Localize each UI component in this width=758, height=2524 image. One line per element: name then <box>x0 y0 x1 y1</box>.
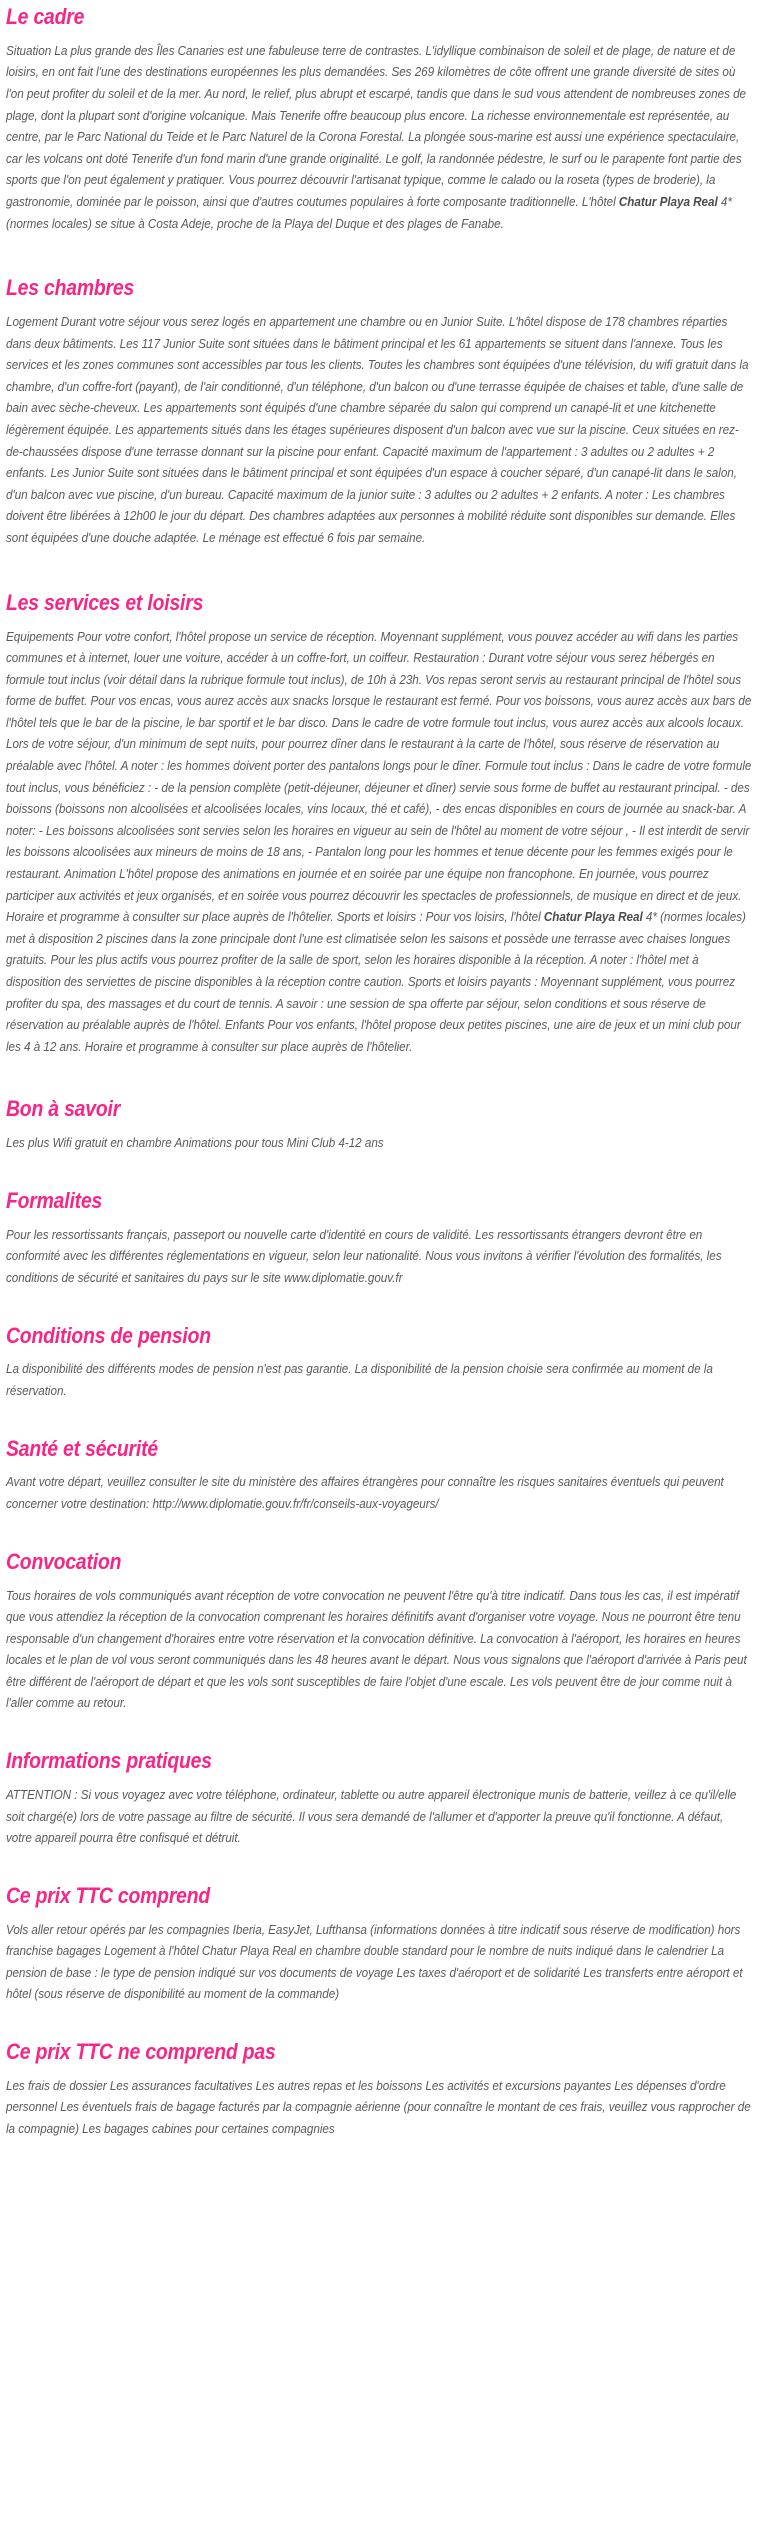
section-heading-convocation: Convocation <box>6 1548 122 1574</box>
text-run: Equipements Pour votre confort, l'hôtel propose un service de réception. Moyennant supplément, vous pouvez accéder au wifi dans les parties communes et à internet, louer une voiture, accéder à un coffre-fort, un coiffeur. Restauration : Durant votre séjour vous serez hébergés en formule tout inclus (voir détail dans la rubrique formule tout inclus), de 10h à 23h. Vos repas seront servis au restaurant principal de l'hôtel sous forme de buffet. Pour vos encas, vous aurez accès aux snacks lorsque le restaurant est fermé. Pour vos boissons, vous aurez accès aux bars de l'hôtel tels que le bar de la piscine, le bar sportif et le bar disco. Dans le cadre de votre formule tout inclus, vous aurez accès aux alcools locaux. Lors de votre séjour, d'un minimum de sept nuits, pour pourrez dîner dans le restaurant à la carte de l'hôtel, sous réserve de réservation au préalable avec l'hôtel. A noter : les hommes doivent porter des pantalons longs pour le dîner. Formule tout inclus : Dans le cadre de votre formule tout inclus, vous bénéficiez : - de la pension complète (petit-déjeuner, déjeuner et dîner) servie sous forme de buffet au restaurant principal. - des boissons (boissons non alcoolisées et alcoolisées locales, vins locaux, thé et café), - des encas disponibles en cours de journée au snack-bar. A noter: - Les boissons alcoolisées sont servies selon les horaires en vigueur au sein de l'hôtel au moment de votre séjour , - Il est interdit de servir les boissons alcoolisées aux mineurs de moins de 18 ans, - Pantalon long pour les hommes et tenue décente pour les femmes exigés pour le restaurant. Animation L'hôtel propose des animations en journée et en soirée par une équipe non francophone. En journée, vous pourrez participer aux activités et jeux organisés, et en soirée vous pourrez découvrir les spectacles de professionnels, de musique en direct et de jeux. Horaire et programme à consulter sur place auprès de l'hôtelier. Sports et loisirs : Pour vos loisirs, l'hôtel <box>6 629 752 925</box>
text-run: 4* (normes locales) met à disposition 2 piscines dans la zone principale dont l'une est climatisée selon les saisons et possède une terrasse avec chaises longues gratuits. Pour les plus actifs vous pourrez profiter de la salle de sport, selon les horaires disponible à la réception. A noter : l'hôtel met à disposition des serviettes de piscine disponibles à la réception contre caution. Sports et loisirs payants : Moyennant supplément, vous pourrez profiter du spa, des massages et du court de tennis. A savoir : une session de spa offerte par séjour, selon conditions et sous réserve de réservation au préalable auprès de l'hôtel. Enfants Pour vos enfants, l'hôtel propose deux petites piscines, une aire de jeux et un mini club pour les 4 à 12 ans. Horaire et programme à consulter sur place auprès de l'hôtelier. <box>6 910 746 1054</box>
section-heading-bon-a-savoir: Bon à savoir <box>6 1096 121 1122</box>
hotel-name-emphasis: Chatur Playa Real <box>618 195 718 210</box>
text-run: Les plus Wifi gratuit en chambre Animations pour tous Mini Club 4-12 ans <box>6 1136 384 1151</box>
section-les-chambres <box>6 275 752 549</box>
section-bon-a-savoir <box>6 1096 752 1154</box>
section-conditions-de-pension <box>6 1323 752 1403</box>
section-paragraph-ce-prix-ttc-ne-comprend-pas <box>6 2076 752 2141</box>
text-run: Situation La plus grande des Îles Canaries est une fabuleuse terre de contrastes. L'idyllique combinaison de soleil et de plage, de nature et de loisirs, en ont fait l'une des destinations européennes les plus demandées. Ses 269 kilomètres de côte offrent une grande diversité de sites où l'on peut profiter du soleil et de la mer. Au nord, le relief, plus abrupt et escarpé, tandis que dans le sud vous attendent de nombreuses zones de plage, dont la plupart sont d'origine volcanique. Mais Tenerife offre beaucoup plus encore. La richesse environnementale est représentée, au centre, par le Parc National du Teide et le Parc Naturel de la Corona Forestal. La plongée sous-marine est aussi une expérience spectaculaire, car les volcans ont doté Tenerife d'un fond marin d'une grande originalité. Le golf, la randonnée pédestre, le surf ou le parapente font partie des sports que l'on peut également y pratiquer. Vous pourrez découvrir l'artisanat typique, comme le calado ou la roseta (types de broderie), la gastronomie, dominée par le poisson, ainsi que d'autres coutumes populaires à forte composante traditionnelle. L'hôtel <box>6 43 747 210</box>
section-spacer <box>6 2006 752 2039</box>
text-run: ATTENTION : Si vous voyagez avec votre téléphone, ordinateur, tablette ou autre appareil électronique munis de batterie, veillez à ce qu'il/elle soit chargé(e) lors de votre passage au filtre de sécurité. Il vous sera demandé de l'allumer et d'apporter la preuve qu'il fonctionne. A défaut, votre appareil pourra être confisqué et détruit. <box>6 1787 737 1846</box>
section-spacer <box>6 1155 752 1188</box>
section-paragraph-sante-et-securite <box>6 1472 752 1515</box>
section-heading-sante-et-securite: Santé et sécurité <box>6 1435 158 1461</box>
sections-container <box>6 4 752 2141</box>
section-spacer <box>6 1403 752 1436</box>
section-convocation <box>6 1549 752 1715</box>
section-paragraph-formalites <box>6 1225 752 1290</box>
section-heading-conditions-de-pension: Conditions de pension <box>6 1322 211 1348</box>
section-sante-et-securite <box>6 1436 752 1516</box>
text-run: 4* (normes locales) se situe à Costa Adeje, proche de la Playa del Duque et des plages de Fanabe. <box>6 195 732 231</box>
section-spacer <box>6 235 752 275</box>
section-heading-les-chambres: Les chambres <box>6 275 135 301</box>
section-spacer <box>6 1516 752 1549</box>
section-formalites <box>6 1188 752 1290</box>
section-spacer <box>6 1850 752 1883</box>
section-informations-pratiques <box>6 1748 752 1850</box>
section-heading-informations-pratiques: Informations pratiques <box>6 1748 212 1774</box>
section-paragraph-ce-prix-ttc-comprend <box>6 1920 752 2006</box>
section-paragraph-bon-a-savoir <box>6 1133 752 1155</box>
hotel-name-emphasis: Chatur Playa Real <box>543 910 643 925</box>
text-run: Les frais de dossier Les assurances facultatives Les autres repas et les boissons Les activités et excursions payantes Les dépenses d'ordre personnel Les éventuels frais de bagage facturés par la compagnie aérienne (pour connaître le montant de ces frais, veuillez vous rapprocher de la compagnie) Les bagages cabines pour certaines compagnies <box>6 2078 751 2137</box>
section-spacer <box>6 550 752 590</box>
section-paragraph-les-services-et-loisirs <box>6 627 752 1059</box>
section-ce-prix-ttc-comprend <box>6 1883 752 2006</box>
text-run: Pour les ressortissants français, passeport ou nouvelle carte d'identité en cours de validité. Les ressortissants étrangers devront être en conformité avec les différentes réglementations en vigueur, selon leur nationalité. Nous vous invitons à vérifier l'évolution des formalités, les conditions de sécurité et sanitaires du pays sur le site www.diplomatie.gouv.fr <box>6 1227 722 1285</box>
text-run: Logement Durant votre séjour vous serez logés en appartement une chambre ou en Junior Suite. L'hôtel dispose de 178 chambres réparties dans deux bâtiments. Les 117 Junior Suite sont situées dans le bâtiment principal et les 61 appartements se situent dans l'annexe. Tous les services et les zones communes sont accessibles par tous les clients. Toutes les chambres sont équipées d'une télévision, du wifi gratuit dans la chambre, d'un coffre-fort (payant), de l'air conditionné, d'un téléphone, d'un balcon ou d'une terrasse équipée de chaises et table, d'une salle de bain avec sèche-cheveux. Les appartements sont équipés d'une chambre séparée du salon qui comprend un canapé-lit et une kitchenette légèrement équipée. Les appartements situés dans les étages supérieures disposent d'un balcon avec vue sur la piscine. Ceux situées en rez-de-chaussées dispose d'une terrasse donnant sur la piscine pour enfant. Capacité maximum de l'appartement : 3 adultes ou 2 adultes + 2 enfants. Les Junior Suite sont situées dans le bâtiment principal et sont équipées d'un espace à coucher séparé, d'un canapé-lit dans le salon, d'un balcon avec vue piscine, d'un bureau. Capacité maximum de la junior suite : 3 adultes ou 2 adultes + 2 enfants. A noter : Les chambres doivent être libérées à 12h00 le jour du départ. Des chambres adaptées aux personnes à mobilité réduite sont disponibles sur demande. Elles sont équipées d'une douche adaptée. Le ménage est effectué 6 fois par semaine. <box>6 315 749 546</box>
text-run: Avant votre départ, veuillez consulter le site du ministère des affaires étrangères pour connaître les risques sanitaires éventuels qui peuvent concerner votre destination: http://www.diplomatie.gouv.fr/fr/conseils-aux-voyageurs/ <box>6 1475 724 1512</box>
section-spacer <box>6 1715 752 1748</box>
section-paragraph-convocation <box>6 1586 752 1716</box>
section-heading-ce-prix-ttc-comprend: Ce prix TTC comprend <box>6 1882 211 1908</box>
section-paragraph-le-cadre <box>6 41 752 235</box>
section-paragraph-conditions-de-pension <box>6 1359 752 1402</box>
text-run: Vols aller retour opérés par les compagnies Iberia, EasyJet, Lufthansa (informations données à titre indicatif sous réserve de modification) hors franchise bagages Logement à l'hôtel Chatur Playa Real en chambre double standard pour le nombre de nuits indiqué dans le calendrier La pension de base : le type de pension indiqué sur vos documents de voyage Les taxes d'aéroport et de solidarité Les transferts entre aéroport et hôtel (sous réserve de disponibilité au moment de la commande) <box>6 1922 743 2002</box>
section-paragraph-les-chambres <box>6 312 752 550</box>
text-run: Tous horaires de vols communiqués avant réception de votre convocation ne peuvent l'être qu'à titre indicatif. Dans tous les cas, il est impératif que vous attendiez la réception de la convocation comprenant les horaires définitifs avant d'organiser votre voyage. Nous ne pourront être tenu responsable d'un changement d'horaires entre votre réservation et la convocation définitive. La convocation à l'aéroport, les horaires en heures locales et le plan de vol vous seront communiqués dans les 48 heures avant le départ. Nous vous signalons que l'aéroport d'arrivée à Paris peut être différent de l'aéroport de départ et que les vols sont susceptibles de faire l'objet d'une escale. Les vols peuvent être de jour comme nuit à l'aller comme au retour. <box>6 1588 747 1711</box>
section-spacer <box>6 1058 752 1096</box>
section-ce-prix-ttc-ne-comprend-pas <box>6 2039 752 2141</box>
section-le-cadre <box>6 4 752 235</box>
section-les-services-et-loisirs <box>6 590 752 1059</box>
section-heading-le-cadre: Le cadre <box>6 4 85 29</box>
section-paragraph-informations-pratiques <box>6 1785 752 1850</box>
section-heading-formalites: Formalites <box>6 1187 103 1213</box>
section-spacer <box>6 1290 752 1323</box>
section-heading-les-services-et-loisirs: Les services et loisirs <box>6 589 204 615</box>
section-heading-ce-prix-ttc-ne-comprend-pas: Ce prix TTC ne comprend pas <box>6 2038 276 2064</box>
text-run: La disponibilité des différents modes de pension n'est pas garantie. La disponibilité de la pension choisie sera confirmée au moment de la réservation. <box>6 1362 713 1398</box>
